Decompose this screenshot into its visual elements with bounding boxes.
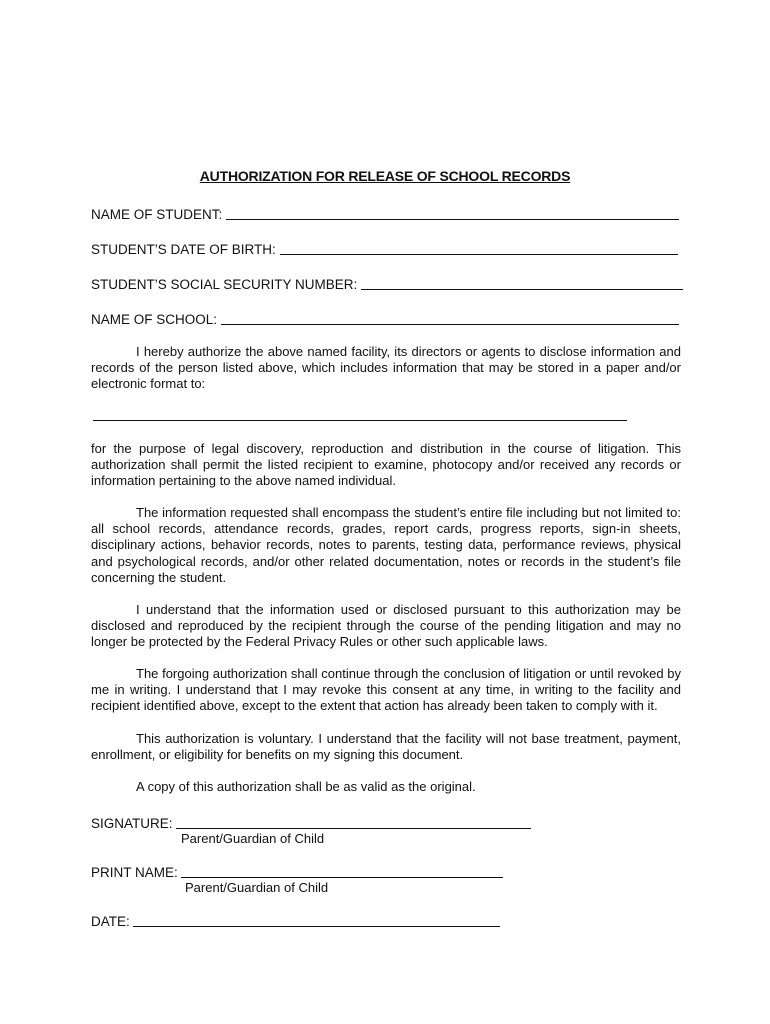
date-label: DATE: xyxy=(91,914,130,929)
paragraph-scope: The information requested shall encompass the student’s entire file including but not limited to: all school records, attendance records, grades, report cards, progress reports, sign-in sheets, disciplinary actions, behavior records, notes to parents, testing data, performance reviews, physical and psychological records, and/or other related documentation, notes or records in the student’s file concerning the student. xyxy=(91,505,681,585)
print-name-blank[interactable] xyxy=(181,863,503,878)
recipient-blank[interactable] xyxy=(93,420,627,421)
print-name-label: PRINT NAME: xyxy=(91,865,178,880)
date-blank[interactable] xyxy=(133,912,500,927)
paragraph-duration: The forgoing authorization shall continue through the conclusion of litigation or until revoked by me in writing. I understand that I may revoke this consent at any time, in writing to the facility and recipient identified above, except to the extent that action has already been taken to comply with it. xyxy=(91,666,681,714)
print-name-caption: Parent/Guardian of Child xyxy=(185,880,329,895)
signature-blank[interactable] xyxy=(176,814,531,829)
paragraph-purpose: for the purpose of legal discovery, reproduction and distribution in the course of litigation. This authorization shall permit the listed recipient to examine, photocopy and/or received any records or information pertaining to the above named individual. xyxy=(91,441,681,489)
paragraph-authorize: I hereby authorize the above named facility, its directors or agents to disclose information and records of the person listed above, which includes information that may be stored in a paper and/or electronic format to: xyxy=(91,344,681,392)
page-title: AUTHORIZATION FOR RELEASE OF SCHOOL RECORDS xyxy=(199,168,571,184)
dob-field[interactable] xyxy=(91,239,678,257)
print-name-field[interactable] xyxy=(91,862,503,880)
student-name-label: NAME OF STUDENT: xyxy=(91,207,223,222)
signature-field[interactable] xyxy=(91,813,531,831)
dob-label: STUDENT’S DATE OF BIRTH: xyxy=(91,242,276,257)
school-field[interactable] xyxy=(91,309,679,327)
student-name-field[interactable] xyxy=(91,204,679,222)
signature-label: SIGNATURE: xyxy=(91,816,173,831)
school-label: NAME OF SCHOOL: xyxy=(91,312,218,327)
school-blank[interactable] xyxy=(221,310,679,325)
signature-caption: Parent/Guardian of Child xyxy=(181,831,325,846)
ssn-blank[interactable] xyxy=(361,275,683,290)
ssn-field[interactable] xyxy=(91,274,683,292)
paragraph-understand: I understand that the information used or disclosed pursuant to this authorization may be disclosed and reproduced by the recipient through the course of the pending litigation and may no longer be protected by the Federal Privacy Rules or other such applicable laws. xyxy=(91,602,681,650)
student-name-blank[interactable] xyxy=(226,205,679,220)
ssn-label: STUDENT’S SOCIAL SECURITY NUMBER: xyxy=(91,277,358,292)
dob-blank[interactable] xyxy=(280,240,678,255)
paragraph-voluntary: This authorization is voluntary. I understand that the facility will not base treatment, payment, enrollment, or eligibility for benefits on my signing this document. xyxy=(91,731,681,763)
date-field[interactable] xyxy=(91,911,500,929)
paragraph-copy: A copy of this authorization shall be as valid as the original. xyxy=(136,779,476,794)
